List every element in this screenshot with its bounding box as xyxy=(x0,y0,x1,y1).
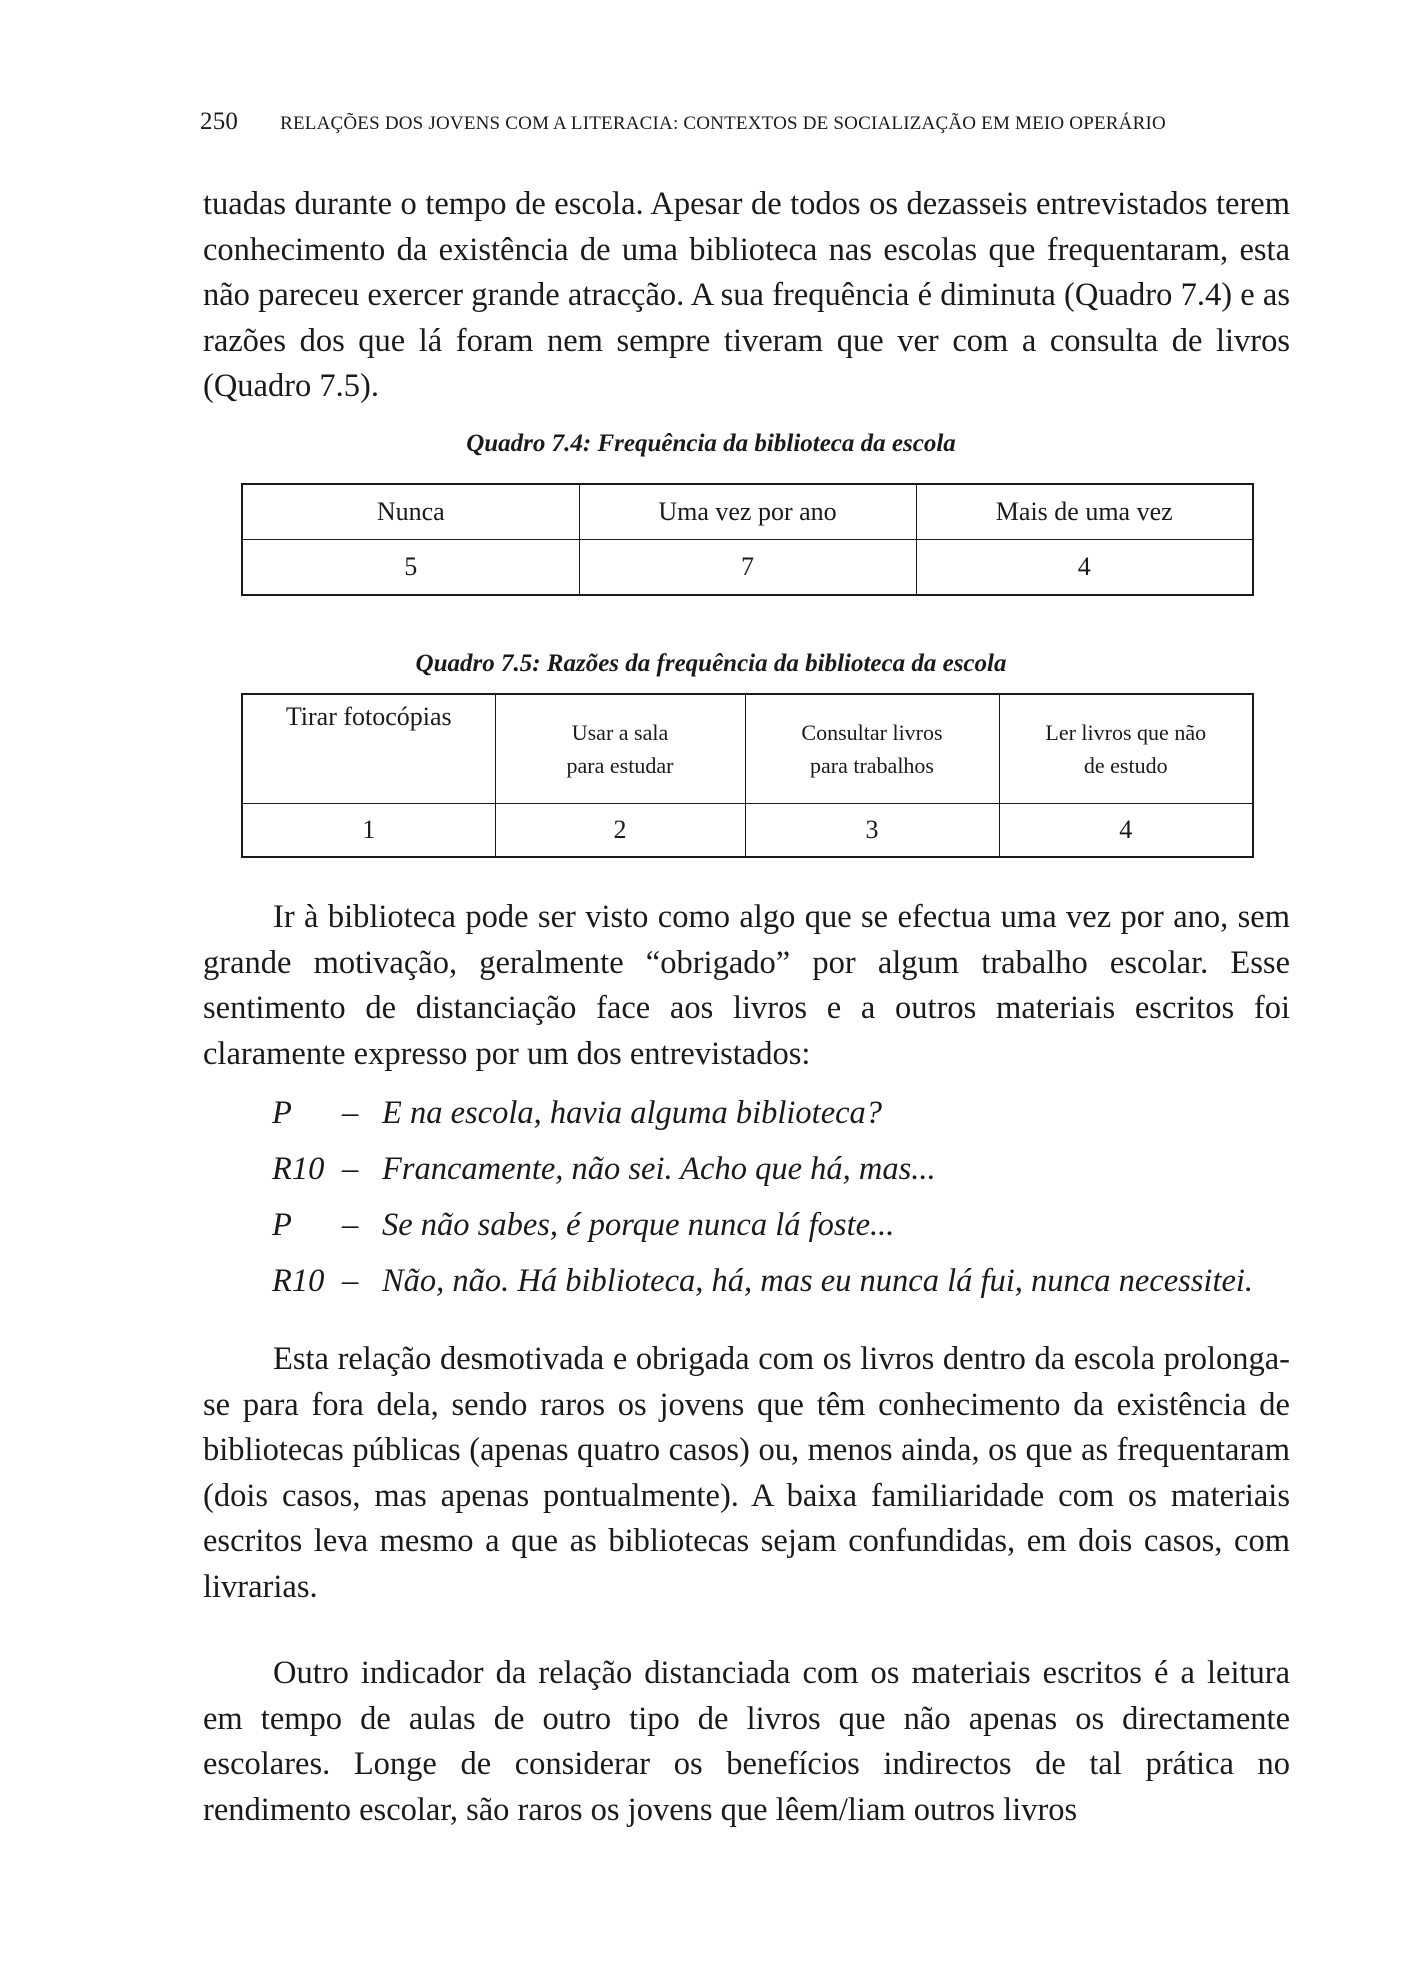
dialogue-speaker: R10 xyxy=(272,1151,325,1187)
table-cell: 2 xyxy=(495,804,745,858)
dialogue-speaker: P xyxy=(272,1207,292,1243)
dialogue-dash: – xyxy=(342,1207,359,1243)
header-line: Tirar fotocópias xyxy=(285,702,452,731)
header-line: Ler livros que não xyxy=(1045,720,1207,745)
table-row xyxy=(242,540,1253,596)
dialogue-text: Francamente, não sei. Acho que há, mas... xyxy=(382,1151,936,1187)
table-header-cell xyxy=(745,694,999,804)
running-head xyxy=(200,108,1300,136)
paragraph-2: Ir à biblioteca pode ser visto como algo que se efectua uma vez por ano, sem grande motivação, geralmente “obrigado” por algum trabalho escolar. Esse sentimento de distanciação face aos livros e a outros materiais escritos foi claramente expresso por um dos entrevistados: xyxy=(203,899,1290,1072)
dialogue-dash: – xyxy=(342,1263,359,1299)
dialogue-line xyxy=(272,1207,1322,1244)
table-7-5-caption: Quadro 7.5: Razões da frequência da biblioteca da escola xyxy=(415,650,1007,677)
table-7-4 xyxy=(241,483,1254,596)
running-head-title: RELAÇÕES DOS JOVENS COM A LITERACIA: CONTEXTOS DE SOCIALIZAÇÃO EM MEIO OPERÁRIO xyxy=(280,113,1166,134)
dialogue-dash: – xyxy=(342,1095,359,1131)
table-header-cell xyxy=(242,694,495,804)
header-line: de estudo xyxy=(1083,753,1168,778)
dialogue-text: Se não sabes, é porque nunca lá foste... xyxy=(382,1207,895,1243)
dialogue-text: Não, não. Há biblioteca, há, mas eu nunca lá fui, nunca necessitei. xyxy=(382,1263,1254,1299)
dialogue-dash: – xyxy=(342,1151,359,1187)
table-cell: 4 xyxy=(916,540,1253,596)
dialogue-speaker: P xyxy=(272,1095,292,1131)
table-7-4-caption: Quadro 7.4: Frequência da biblioteca da escola xyxy=(466,430,956,457)
table-header-cell xyxy=(495,694,745,804)
table-cell: 4 xyxy=(999,804,1253,858)
table-header-row xyxy=(242,484,1253,540)
page-number: 250 xyxy=(200,108,239,135)
header-line: para trabalhos xyxy=(810,753,934,778)
table-cell: 3 xyxy=(745,804,999,858)
dialogue-line xyxy=(272,1263,1322,1300)
table-cell: 1 xyxy=(242,804,495,858)
table-header-cell: Uma vez por ano xyxy=(579,484,916,540)
dialogue-line xyxy=(272,1151,1322,1188)
table-row xyxy=(242,804,1253,858)
header-line: Usar a sala xyxy=(571,720,669,745)
header-line: Consultar livros xyxy=(801,720,943,745)
paragraph-3: Esta relação desmotivada e obrigada com os livros dentro da escola prolonga-se para fora dela, sendo raros os jovens que têm conhecimento da existência de bibliotecas públicas (apenas quatro casos) ou, menos ainda, os que as frequentaram (dois casos, mas apenas pontualmente). A baixa familiaridade com os materiais escritos leva mesmo a que as bibliotecas sejam confundidas, em dois casos, com livrarias. xyxy=(203,1341,1290,1605)
table-header-cell xyxy=(999,694,1253,804)
table-cell: 7 xyxy=(579,540,916,596)
table-header-row xyxy=(242,694,1253,804)
dialogue-text: E na escola, havia alguma biblioteca? xyxy=(382,1095,883,1131)
paragraph-1: tuadas durante o tempo de escola. Apesar de todos os dezasseis entrevistados terem conhecimento da existência de uma biblioteca nas escolas que frequentaram, esta não pareceu exercer grande atracção. A sua frequência é diminuta (Quadro 7.4) e as razões dos que lá foram nem sempre tiveram que ver com a consulta de livros (Quadro 7.5). xyxy=(203,186,1290,404)
header-line: para estudar xyxy=(566,753,674,778)
dialogue-line xyxy=(272,1095,1322,1132)
paragraph-4: Outro indicador da relação distanciada com os materiais escritos é a leitura em tempo de aulas de outro tipo de livros que não apenas os directamente escolares. Longe de considerar os benefícios indirectos de tal prática no rendimento escolar, são raros os jovens que lêem/liam outros livros xyxy=(203,1655,1290,1828)
table-header-cell: Mais de uma vez xyxy=(916,484,1253,540)
table-cell: 5 xyxy=(242,540,579,596)
dialogue-speaker: R10 xyxy=(272,1263,325,1299)
table-7-5 xyxy=(241,693,1254,858)
table-header-cell: Nunca xyxy=(242,484,579,540)
